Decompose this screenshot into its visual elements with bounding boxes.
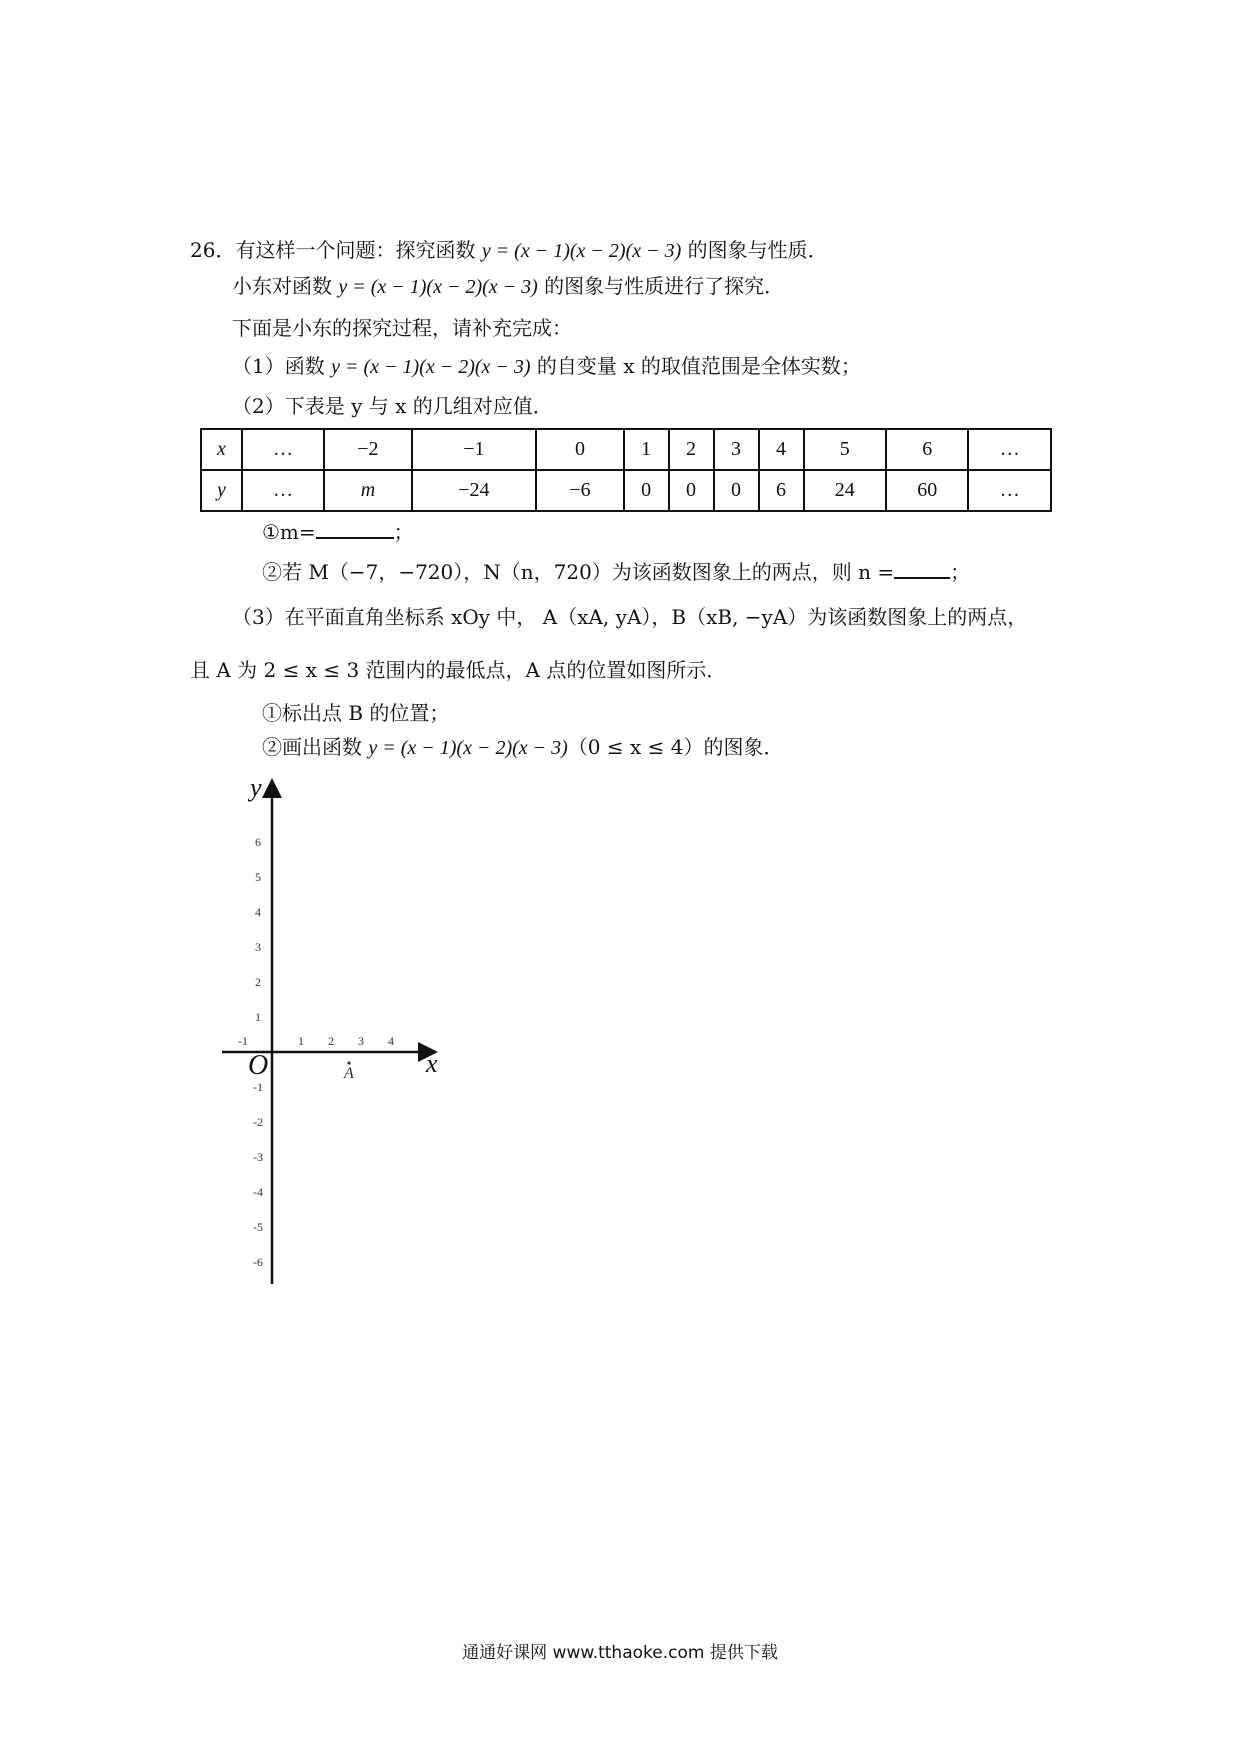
part-3-sub-1: ①标出点 B 的位置；	[262, 701, 450, 725]
y-tick-label-pos-6: 6	[255, 835, 261, 849]
y-cell-8: 6	[759, 470, 804, 511]
y-cell-4: −6	[536, 470, 623, 511]
question-line-3: 下面是小东的探究过程，请补充完成：	[232, 316, 572, 340]
x-tick-label-1: 1	[298, 1034, 304, 1048]
sub1-end: ；	[393, 520, 414, 544]
y-cell-9: 24	[804, 470, 886, 511]
y-tick-label-neg-1: -1	[253, 1080, 263, 1094]
part-2: （2）下表是 y 与 x 的几组对应值．	[232, 394, 553, 418]
x-tick-label-0: -1	[238, 1034, 248, 1048]
function-expression: y = (x − 1)(x − 2)(x − 3)	[481, 240, 682, 262]
part-3-line-1: （3）在平面直角坐标系 xOy 中， A（xA, yA），B（xB, −yA）为该函数图象上的两点，	[232, 605, 1028, 629]
sub2-text: ②若 M（−7，−720），N（n，720）为该函数图象上的两点，则 n =	[262, 560, 895, 584]
x-cell-9: 5	[804, 429, 886, 470]
y-cell-1: …	[242, 470, 324, 511]
y-tick-label-neg-6: -6	[253, 1255, 263, 1269]
x-ticks	[238, 1034, 394, 1048]
x-cell-7: 3	[714, 429, 759, 470]
part3-sub2-start: ②画出函数	[262, 735, 362, 759]
question-number: 26．	[190, 238, 236, 262]
y-cell-7: 0	[714, 470, 759, 511]
point-a-label: A	[344, 1065, 354, 1082]
question-line1-end: 的图象与性质．	[687, 238, 828, 262]
sub1-label: ①m=	[262, 520, 316, 544]
line2-end: 的图象与性质进行了探究．	[544, 274, 785, 298]
line2-start: 小东对函数	[232, 274, 332, 298]
y-cell-6: 0	[669, 470, 714, 511]
x-cell-5: 1	[624, 429, 669, 470]
y-tick-label-pos-1: 1	[255, 1010, 261, 1024]
y-tick-label-pos-4: 4	[255, 905, 261, 919]
question-intro: 有这样一个问题：探究函数	[235, 238, 476, 262]
origin-label: O	[248, 1050, 269, 1081]
x-cell-10: 6	[886, 429, 968, 470]
x-cell-4: 0	[536, 429, 623, 470]
y-cell-0: y	[201, 470, 242, 511]
y-axis-label: y	[250, 773, 262, 802]
x-axis-label: x	[426, 1049, 438, 1078]
part1-end: 的自变量 x 的取值范围是全体实数；	[536, 354, 861, 378]
y-tick-label-neg-5: -5	[253, 1220, 263, 1234]
y-tick-label-neg-4: -4	[253, 1185, 263, 1199]
function-expression-4: y = (x − 1)(x − 2)(x − 3)	[368, 737, 568, 759]
sub2-end: ；	[950, 560, 971, 584]
function-expression-3: y = (x − 1)(x − 2)(x − 3)	[331, 356, 531, 378]
x-tick-label-4: 4	[388, 1034, 394, 1048]
function-expression-2: y = (x − 1)(x − 2)(x − 3)	[338, 276, 538, 298]
part3-sub2-end: （0 ≤ x ≤ 4）的图象．	[567, 735, 784, 759]
part-3-line-2: 且 A 为 2 ≤ x ≤ 3 范围内的最低点，A 点的位置如图所示．	[190, 658, 727, 682]
footer: 通通好课网 www.tthaoke.com 提供下载	[462, 1643, 778, 1663]
part1-start: （1）函数	[232, 354, 325, 378]
y-tick-label-neg-2: -2	[253, 1115, 263, 1129]
x-cell-0: x	[201, 429, 242, 470]
y-cell-5: 0	[624, 470, 669, 511]
y-cell-2: m	[324, 470, 411, 511]
point-a-marker	[347, 1061, 350, 1064]
x-tick-label-3: 3	[358, 1034, 364, 1048]
x-cell-8: 4	[759, 429, 804, 470]
x-cell-3: −1	[412, 429, 537, 470]
y-cell-10: 60	[886, 470, 968, 511]
y-tick-label-neg-3: -3	[253, 1150, 263, 1164]
x-cell-6: 2	[669, 429, 714, 470]
y-tick-label-pos-2: 2	[255, 975, 261, 989]
y-cell-11: …	[968, 470, 1051, 511]
x-cell-11: …	[968, 429, 1051, 470]
x-tick-label-2: 2	[328, 1034, 334, 1048]
x-cell-1: …	[242, 429, 324, 470]
x-cell-2: −2	[324, 429, 411, 470]
y-cell-3: −24	[412, 470, 537, 511]
y-tick-label-pos-3: 3	[255, 940, 261, 954]
y-tick-label-pos-5: 5	[255, 870, 261, 884]
